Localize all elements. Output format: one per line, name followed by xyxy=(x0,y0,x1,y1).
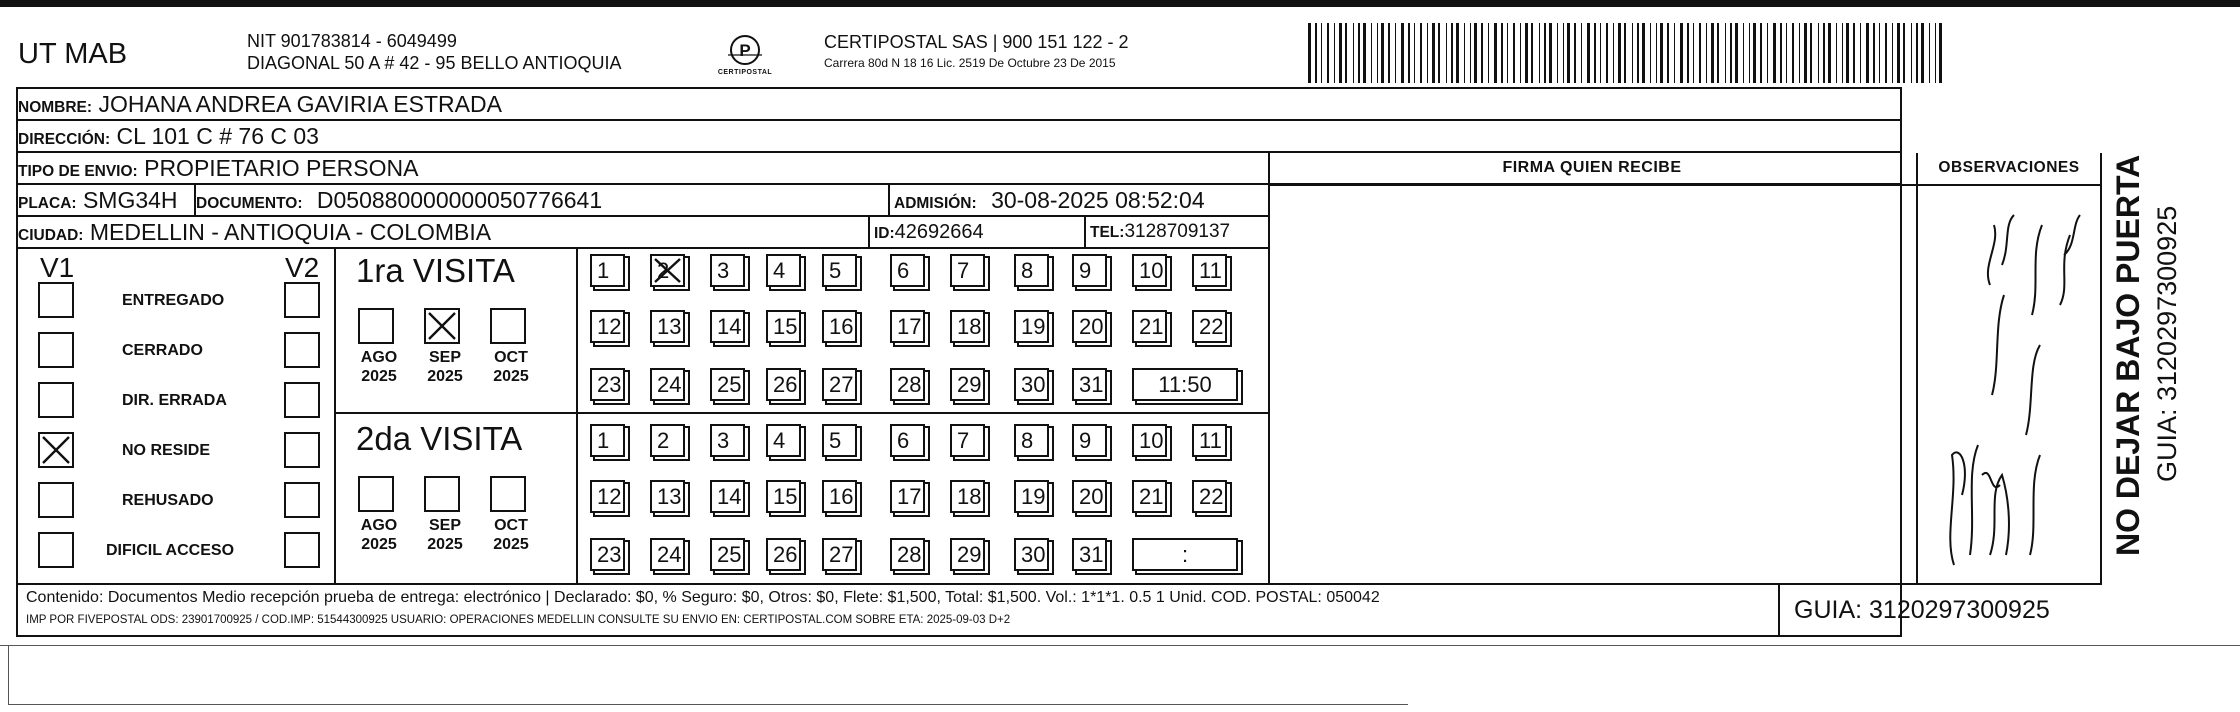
day-box[interactable]: 10 xyxy=(1132,424,1167,457)
v1-checkbox[interactable] xyxy=(38,482,74,518)
firma-header-line xyxy=(1268,184,2102,186)
footer-top-line xyxy=(18,583,2102,585)
day-box[interactable]: 6 xyxy=(890,254,925,287)
tipo-label: TIPO DE ENVIO: xyxy=(18,163,138,180)
day-box[interactable]: 28 xyxy=(890,368,925,401)
day-box[interactable]: 6 xyxy=(890,424,925,457)
day-box[interactable]: 9 xyxy=(1072,424,1107,457)
day-box[interactable]: 30 xyxy=(1014,538,1049,571)
footer-imp: IMP POR FIVEPOSTAL ODS: 23901700925 / COD.IMP: 51544300925 USUARIO: OPERACIONES MEDELLIN CONSULTE SU ENVIO EN: CERTIPOSTAL.COM SOBRE ETA: 2025-09-03 D+2 xyxy=(26,614,1011,626)
month-label xyxy=(486,348,536,386)
svg-text:P: P xyxy=(739,41,751,60)
month-label xyxy=(486,516,536,554)
v1-header: V1 xyxy=(40,252,75,283)
day-box[interactable]: 22 xyxy=(1192,310,1227,343)
divider-firma xyxy=(1268,153,1270,583)
month-name: AGO xyxy=(360,517,398,534)
day-box[interactable]: 19 xyxy=(1014,310,1049,343)
observaciones-header: OBSERVACIONES xyxy=(1938,159,2080,176)
direccion-label: DIRECCIÓN: xyxy=(18,131,111,148)
admision-value: 30-08-2025 08:52:04 xyxy=(991,187,1205,213)
v2-checkbox[interactable] xyxy=(284,532,320,568)
direccion-value: CL 101 C # 76 C 03 xyxy=(116,123,319,149)
day-box[interactable]: 23 xyxy=(590,368,625,401)
day-box[interactable]: 13 xyxy=(650,310,685,343)
v1-checkbox[interactable] xyxy=(38,282,74,318)
month-label xyxy=(420,516,470,554)
month-name: OCT xyxy=(494,517,528,534)
month-year: 2025 xyxy=(427,368,463,385)
divider-id xyxy=(868,217,870,247)
day-box[interactable]: 23 xyxy=(590,538,625,571)
certipostal-logo xyxy=(718,33,772,81)
documento-value: D050880000000050776641 xyxy=(316,187,603,213)
day-box[interactable]: 26 xyxy=(766,368,801,401)
documento-label: DOCUMENTO: xyxy=(196,195,303,212)
day-box[interactable]: 2 xyxy=(650,424,685,457)
barcode xyxy=(1306,23,1946,83)
day-box[interactable]: 31 xyxy=(1072,368,1107,401)
day-box[interactable]: 4 xyxy=(766,254,801,287)
month-year: 2025 xyxy=(493,536,529,553)
day-box[interactable]: 27 xyxy=(822,538,857,571)
divider-obs xyxy=(1916,153,1918,583)
id-value: 42692664 xyxy=(894,221,984,243)
row-direccion xyxy=(18,121,1902,153)
month-year: 2025 xyxy=(361,536,397,553)
month-checkbox[interactable] xyxy=(490,476,526,512)
status-label: NO RESIDE xyxy=(122,442,211,459)
month-checkbox[interactable] xyxy=(424,476,460,512)
tear-line-left xyxy=(8,645,9,705)
month-checkbox[interactable] xyxy=(490,308,526,344)
day-box[interactable]: 16 xyxy=(822,310,857,343)
month-label xyxy=(420,348,470,386)
month-label xyxy=(354,516,404,554)
v1-checkbox[interactable] xyxy=(38,382,74,418)
month-name: OCT xyxy=(494,349,528,366)
day-box[interactable]: 11 xyxy=(1192,424,1227,457)
row-nombre xyxy=(18,89,1902,121)
day-box[interactable]: 20 xyxy=(1072,310,1107,343)
day-box[interactable]: 28 xyxy=(890,538,925,571)
day-box[interactable]: 7 xyxy=(950,254,985,287)
day-box[interactable]: 17 xyxy=(890,310,925,343)
logo-text: CERTIPOSTAL xyxy=(717,69,773,76)
day-box[interactable]: 14 xyxy=(710,480,745,513)
day-box[interactable]: 20 xyxy=(1072,480,1107,513)
day-box[interactable]: 10 xyxy=(1132,254,1167,287)
placa-value: SMG34H xyxy=(82,187,178,213)
month-name: SEP xyxy=(428,349,461,366)
side-guia: GUIA: 3120297300925 xyxy=(2152,205,2182,482)
company-name: UT MAB xyxy=(18,38,128,70)
day-box[interactable]: 24 xyxy=(650,538,685,571)
status-label: REHUSADO xyxy=(122,492,214,509)
day-box[interactable]: 24 xyxy=(650,368,685,401)
day-box[interactable]: 18 xyxy=(950,480,985,513)
day-box[interactable]: 14 xyxy=(710,310,745,343)
status-label: CERRADO xyxy=(122,342,203,359)
tel-label: TEL: xyxy=(1090,224,1125,241)
day-box[interactable]: 25 xyxy=(710,538,745,571)
v1-checkbox[interactable] xyxy=(38,332,74,368)
company-address: DIAGONAL 50 A # 42 - 95 BELLO ANTIOQUIA xyxy=(247,53,622,73)
month-checkbox[interactable] xyxy=(358,476,394,512)
company-nit: NIT 901783814 - 6049499 xyxy=(247,31,457,51)
day-box[interactable]: 9 xyxy=(1072,254,1107,287)
divider-tel xyxy=(1084,217,1086,247)
status-label: DIFICIL ACCESO xyxy=(106,542,235,559)
placa-label: PLACA: xyxy=(18,195,77,212)
day-box[interactable]: 21 xyxy=(1132,480,1167,513)
day-box[interactable]: 5 xyxy=(822,424,857,457)
side-warning: NO DEJAR BAJO PUERTA xyxy=(2110,154,2146,556)
footer-contenido: Contenido: Documentos Medio recepción prueba de entrega: electrónico | Declarado: $0, % Seguro: $0, Otros: $0, Flete: $1,500, Total: $1,500. Vol.: 1*1*1. 0.5 1 Unid. COD. POSTAL: 050042 xyxy=(26,589,1380,606)
carrier-name: CERTIPOSTAL SAS | 900 151 122 - 2 xyxy=(824,32,1129,52)
divider-admision xyxy=(888,185,890,215)
ciudad-value: MEDELLIN - ANTIOQUIA - COLOMBIA xyxy=(89,219,492,245)
id-label: ID: xyxy=(874,225,895,242)
divider-visits xyxy=(334,412,1270,414)
month-year: 2025 xyxy=(493,368,529,385)
day-box[interactable]: 31 xyxy=(1072,538,1107,571)
day-box[interactable]: 12 xyxy=(590,480,625,513)
day-box[interactable]: 26 xyxy=(766,538,801,571)
day-box[interactable]: 21 xyxy=(1132,310,1167,343)
day-box[interactable]: 29 xyxy=(950,538,985,571)
ciudad-label: CIUDAD: xyxy=(18,227,84,244)
day-box[interactable]: 8 xyxy=(1014,424,1049,457)
day-box[interactable]: 5 xyxy=(822,254,857,287)
firma-header: FIRMA QUIEN RECIBE xyxy=(1502,159,1682,176)
day-box[interactable]: 29 xyxy=(950,368,985,401)
day-box[interactable]: 27 xyxy=(822,368,857,401)
month-label xyxy=(354,348,404,386)
time-box[interactable]: : xyxy=(1132,538,1238,571)
v1-checkbox[interactable] xyxy=(38,432,74,468)
day-box[interactable]: 22 xyxy=(1192,480,1227,513)
top-rule xyxy=(0,0,2240,7)
day-box[interactable]: 12 xyxy=(590,310,625,343)
id-cell xyxy=(874,217,984,247)
nombre-label: NOMBRE: xyxy=(18,99,93,116)
nombre-value: JOHANA ANDREA GAVIRIA ESTRADA xyxy=(98,91,502,117)
visit-title: 1ra VISITA xyxy=(356,252,515,289)
v2-checkbox[interactable] xyxy=(284,482,320,518)
day-box[interactable]: 25 xyxy=(710,368,745,401)
v2-header: V2 xyxy=(285,252,320,283)
tel-cell xyxy=(1090,217,1230,247)
day-box[interactable]: 17 xyxy=(890,480,925,513)
admision-label: ADMISIÓN: xyxy=(894,195,977,212)
day-box[interactable]: 18 xyxy=(950,310,985,343)
tel-value: 3128709137 xyxy=(1124,221,1231,242)
day-box[interactable]: 30 xyxy=(1014,368,1049,401)
tipo-value: PROPIETARIO PERSONA xyxy=(144,155,419,181)
tear-line-bottom xyxy=(8,704,1408,705)
documento-cell xyxy=(196,185,602,215)
divider-months xyxy=(576,247,578,583)
status-label: DIR. ERRADA xyxy=(122,392,227,409)
divider-placa xyxy=(194,185,196,215)
time-box[interactable]: 11:50 xyxy=(1132,368,1238,401)
day-box[interactable]: 8 xyxy=(1014,254,1049,287)
day-box[interactable]: 13 xyxy=(650,480,685,513)
day-box[interactable]: 19 xyxy=(1014,480,1049,513)
v1-checkbox[interactable] xyxy=(38,532,74,568)
day-box[interactable]: 3 xyxy=(710,254,745,287)
day-box[interactable]: 16 xyxy=(822,480,857,513)
day-box[interactable]: 3 xyxy=(710,424,745,457)
divider-obs-right xyxy=(2100,153,2102,583)
month-checkbox[interactable] xyxy=(358,308,394,344)
v2-checkbox[interactable] xyxy=(284,432,320,468)
v2-checkbox[interactable] xyxy=(284,382,320,418)
month-name: SEP xyxy=(428,517,461,534)
day-box[interactable]: 4 xyxy=(766,424,801,457)
day-box[interactable]: 1 xyxy=(590,424,625,457)
month-year: 2025 xyxy=(427,536,463,553)
v2-checkbox[interactable] xyxy=(284,282,320,318)
admision-cell xyxy=(894,185,1205,215)
footer-guia: GUIA: 3120297300925 xyxy=(1794,596,2050,624)
month-name: AGO xyxy=(360,349,398,366)
day-box[interactable]: 11 xyxy=(1192,254,1227,287)
day-box[interactable]: 15 xyxy=(766,480,801,513)
footer-guia-divider xyxy=(1778,583,1780,637)
visit-title: 2da VISITA xyxy=(356,420,523,457)
handwritten-observations xyxy=(1930,195,2090,575)
month-year: 2025 xyxy=(361,368,397,385)
day-box[interactable]: 2 xyxy=(650,254,685,287)
tear-line xyxy=(0,645,2240,646)
month-checkbox[interactable] xyxy=(424,308,460,344)
carrier-license: Carrera 80d N 18 16 Lic. 2519 De Octubre 23 De 2015 xyxy=(824,56,1116,70)
row-ciudad xyxy=(18,217,1270,249)
divider-status xyxy=(334,247,336,583)
day-box[interactable]: 1 xyxy=(590,254,625,287)
v2-checkbox[interactable] xyxy=(284,332,320,368)
day-box[interactable]: 7 xyxy=(950,424,985,457)
status-label: ENTREGADO xyxy=(122,292,225,309)
day-box[interactable]: 15 xyxy=(766,310,801,343)
